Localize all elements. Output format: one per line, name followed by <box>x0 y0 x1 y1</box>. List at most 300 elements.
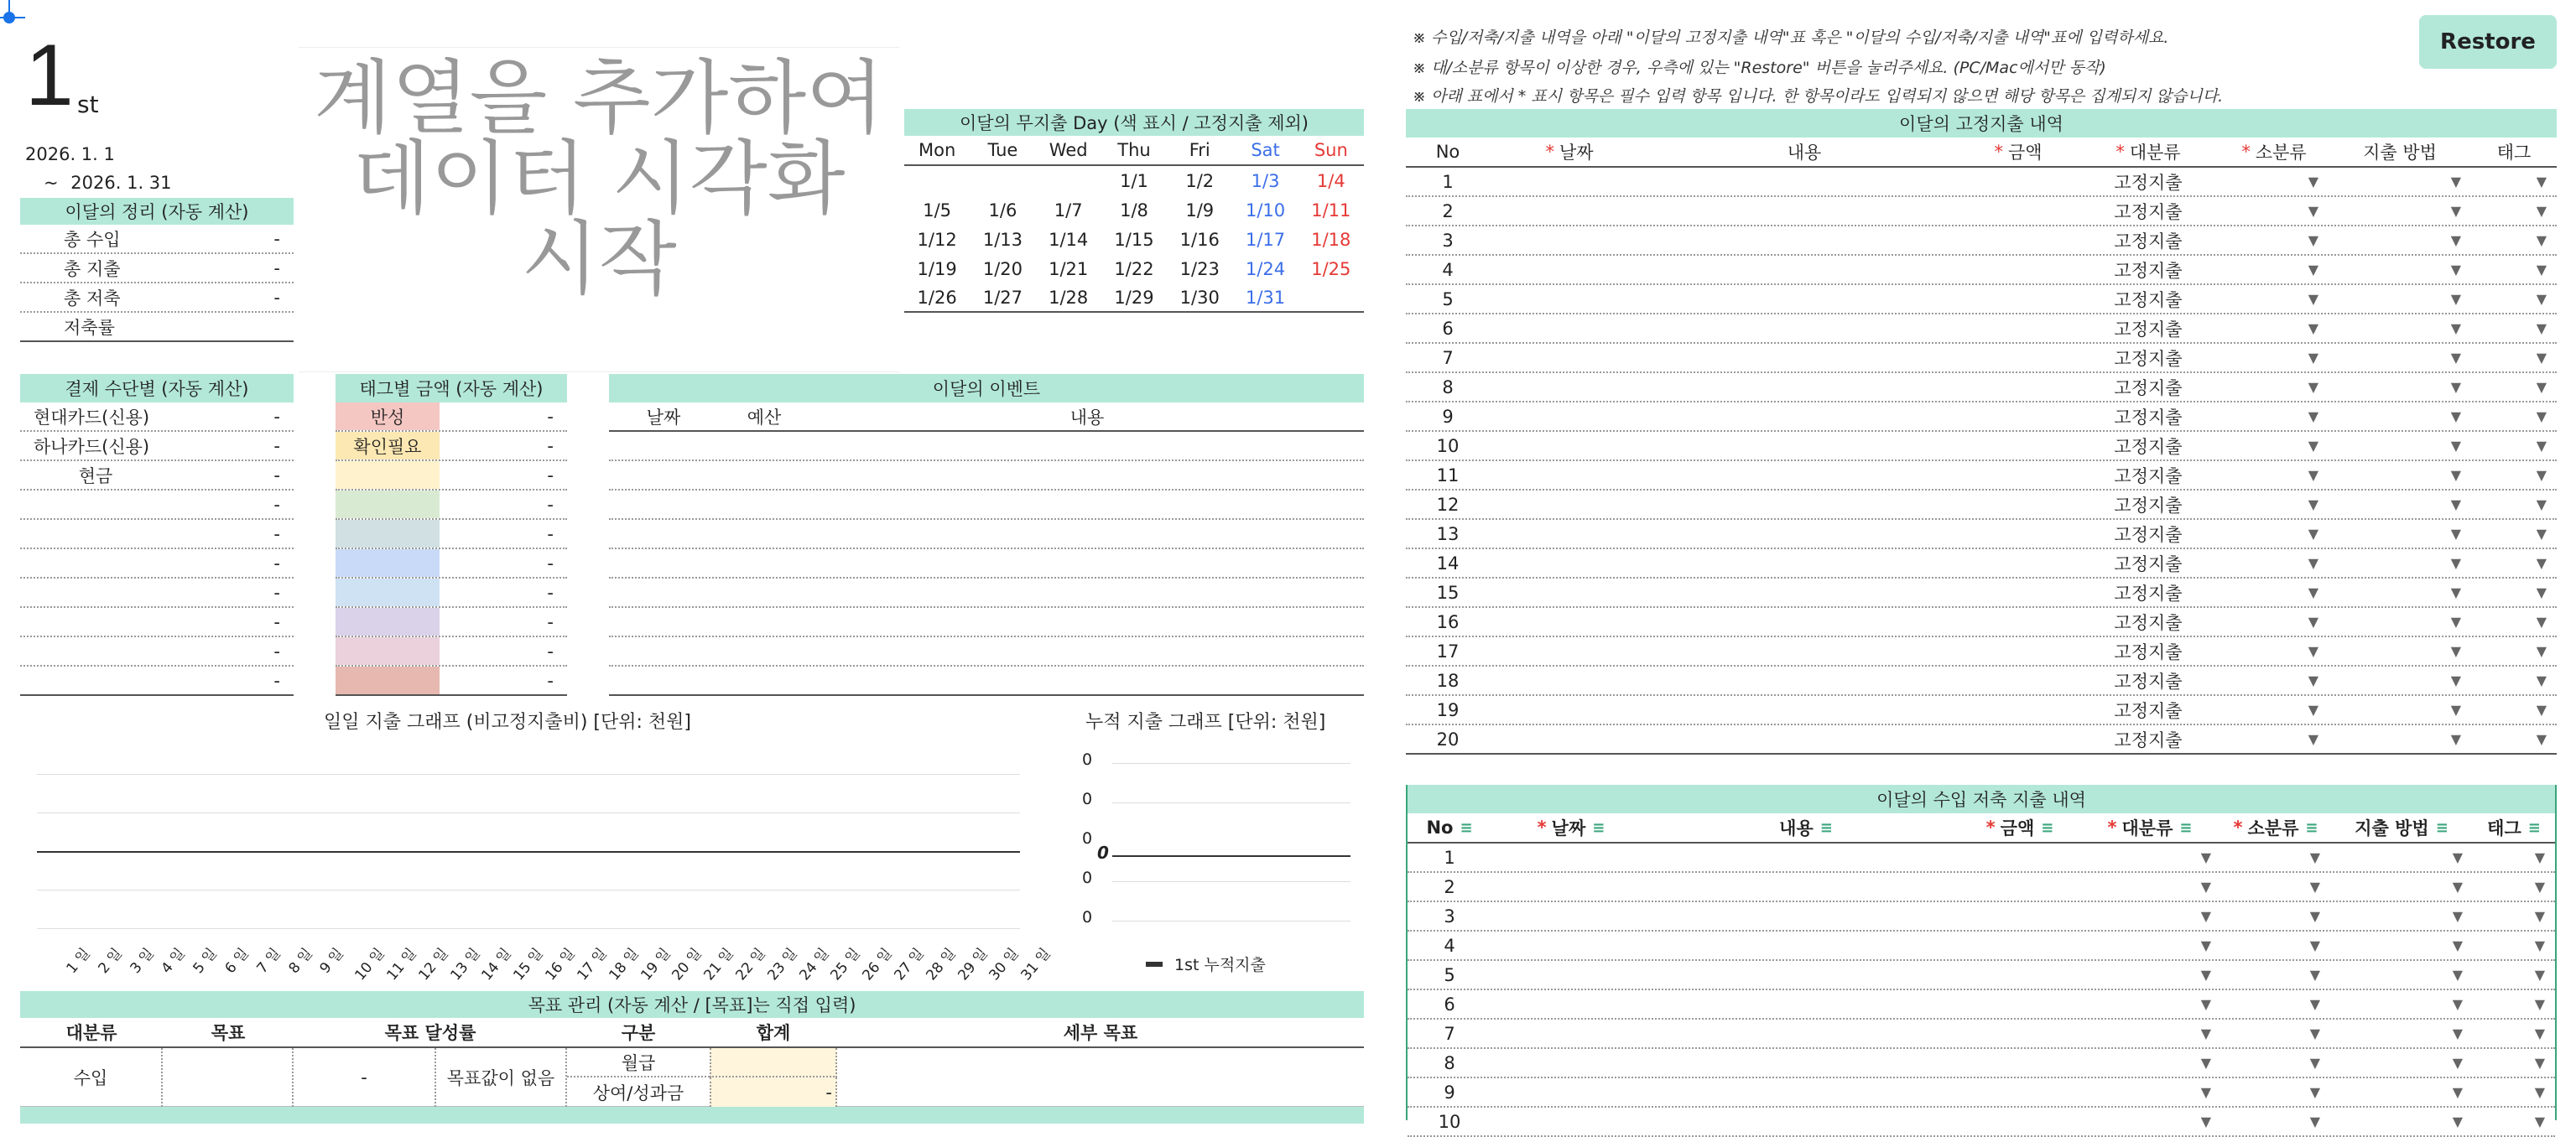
dropdown-arrow-icon[interactable]: ▼ <box>2536 262 2547 278</box>
dropdown-cell[interactable] <box>2079 967 2221 983</box>
dropdown-arrow-icon[interactable]: ▼ <box>2308 291 2318 307</box>
dropdown-cell[interactable] <box>2471 438 2557 454</box>
dropdown-arrow-icon[interactable]: ▼ <box>2450 496 2461 512</box>
day-label: 18 일 <box>606 945 643 984</box>
dropdown-arrow-icon[interactable]: ▼ <box>2200 849 2211 865</box>
dropdown-arrow-icon[interactable]: ▼ <box>2309 849 2320 865</box>
goals-no-goal: 목표값이 없음 <box>436 1048 567 1107</box>
dropdown-cell[interactable] <box>2471 702 2557 718</box>
dropdown-cell[interactable] <box>2473 996 2555 1012</box>
required-mark: * <box>2107 818 2117 838</box>
dropdown-cell[interactable] <box>2079 1025 2221 1041</box>
calendar-day[interactable]: 1/20 <box>982 258 1023 279</box>
dropdown-arrow-icon[interactable]: ▼ <box>2309 1114 2320 1129</box>
income-header-row <box>1408 813 2555 844</box>
dropdown-arrow-icon[interactable]: ▼ <box>2309 908 2320 924</box>
dropdown-arrow-icon[interactable]: ▼ <box>2308 408 2318 424</box>
dropdown-arrow-icon[interactable]: ▼ <box>2308 379 2318 395</box>
dropdown-cell[interactable] <box>2471 643 2557 659</box>
dropdown-cell[interactable] <box>2329 174 2471 190</box>
dropdown-cell[interactable] <box>2471 731 2557 747</box>
dropdown-cell[interactable] <box>2329 320 2471 336</box>
dropdown-arrow-icon[interactable]: ▼ <box>2452 849 2463 865</box>
dropdown-arrow-icon[interactable]: ▼ <box>2309 879 2320 895</box>
dropdown-cell[interactable] <box>2330 849 2473 865</box>
weekday-sat: Sat <box>1251 140 1280 160</box>
dropdown-cell[interactable] <box>2079 1084 2221 1100</box>
cum-chart[interactable] <box>1082 750 1350 943</box>
tag-label[interactable] <box>336 461 440 489</box>
dropdown-cell[interactable] <box>2471 320 2557 336</box>
fixed-row-no: 12 <box>1436 494 1460 515</box>
dropdown-arrow-icon[interactable]: ▼ <box>2534 967 2545 983</box>
dropdown-arrow-icon[interactable]: ▼ <box>2200 1055 2211 1071</box>
event-row[interactable] <box>609 608 1364 637</box>
dropdown-cell[interactable] <box>2221 937 2330 953</box>
dropdown-cell[interactable] <box>2471 291 2557 307</box>
dropdown-arrow-icon[interactable]: ▼ <box>2200 908 2211 924</box>
income-col-label: 소분류 <box>2247 818 2299 838</box>
daily-chart-title: 일일 지출 그래프 (비고정지출비) [단위: 천원] <box>324 712 691 733</box>
calendar-day[interactable]: 1/31 <box>1245 287 1286 308</box>
day-label: 14 일 <box>478 945 516 984</box>
dropdown-arrow-icon[interactable]: ▼ <box>2536 408 2547 424</box>
dropdown-arrow-icon[interactable]: ▼ <box>2200 1084 2211 1100</box>
dropdown-arrow-icon[interactable]: ▼ <box>2308 174 2318 190</box>
filter-icon[interactable]: ≡ <box>2305 818 2318 837</box>
dropdown-arrow-icon[interactable]: ▼ <box>2308 643 2318 659</box>
dropdown-cell[interactable] <box>2329 702 2471 718</box>
dropdown-cell[interactable] <box>2220 643 2329 659</box>
dropdown-cell[interactable] <box>2330 996 2473 1012</box>
dropdown-arrow-icon[interactable]: ▼ <box>2308 584 2318 600</box>
dropdown-arrow-icon[interactable]: ▼ <box>2450 467 2461 483</box>
dropdown-arrow-icon[interactable]: ▼ <box>2452 1025 2463 1041</box>
events-col-date: 날짜 <box>646 407 681 428</box>
calendar-day[interactable]: 1/8 <box>1120 200 1148 221</box>
dropdown-arrow-icon[interactable]: ▼ <box>2200 1114 2211 1129</box>
dropdown-arrow-icon[interactable]: ▼ <box>2452 879 2463 895</box>
calendar-day[interactable]: 1/6 <box>988 200 1017 221</box>
filter-icon[interactable]: ≡ <box>1592 818 1605 837</box>
calendar-day[interactable]: 1/19 <box>917 258 957 279</box>
dropdown-arrow-icon[interactable]: ▼ <box>2450 584 2461 600</box>
dropdown-arrow-icon[interactable]: ▼ <box>2450 408 2461 424</box>
dropdown-arrow-icon[interactable]: ▼ <box>2534 1055 2545 1071</box>
dropdown-arrow-icon[interactable]: ▼ <box>2200 937 2211 953</box>
calendar-day[interactable]: 1/17 <box>1245 229 1286 250</box>
dropdown-cell[interactable] <box>2471 203 2557 219</box>
day-label: 1 일 <box>63 945 94 978</box>
dropdown-cell[interactable] <box>2079 1114 2221 1129</box>
tag-label[interactable] <box>336 667 440 694</box>
calendar-day[interactable]: 1/29 <box>1114 287 1154 308</box>
weekday-sun: Sun <box>1314 140 1348 160</box>
calendar-day[interactable]: 1/16 <box>1179 229 1220 250</box>
fixed-row-no: 5 <box>1442 288 1454 309</box>
dropdown-cell[interactable] <box>2471 555 2557 571</box>
tag-label[interactable] <box>336 579 440 606</box>
dropdown-arrow-icon[interactable]: ▼ <box>2534 1114 2545 1129</box>
dropdown-cell[interactable] <box>2329 643 2471 659</box>
dropdown-arrow-icon[interactable]: ▼ <box>2450 174 2461 190</box>
dropdown-arrow-icon[interactable]: ▼ <box>2534 996 2545 1012</box>
calendar-day[interactable]: 1/26 <box>917 287 957 308</box>
dropdown-cell[interactable] <box>2079 996 2221 1012</box>
dropdown-cell[interactable] <box>2471 467 2557 483</box>
dropdown-arrow-icon[interactable]: ▼ <box>2309 1084 2320 1100</box>
dropdown-cell[interactable] <box>2221 879 2330 895</box>
calendar-day[interactable]: 1/18 <box>1311 229 1351 250</box>
income-col-label: 날짜 <box>1551 818 1586 838</box>
calendar-day[interactable]: 1/23 <box>1179 258 1220 279</box>
dropdown-arrow-icon[interactable]: ▼ <box>2536 174 2547 190</box>
dropdown-arrow-icon[interactable]: ▼ <box>2534 937 2545 953</box>
dropdown-cell[interactable] <box>2473 967 2555 983</box>
dropdown-cell[interactable] <box>2329 379 2471 395</box>
calendar-day[interactable]: 1/25 <box>1311 258 1351 279</box>
dropdown-cell[interactable] <box>2220 291 2329 307</box>
dropdown-cell[interactable] <box>2220 438 2329 454</box>
dropdown-arrow-icon[interactable]: ▼ <box>2450 262 2461 278</box>
dropdown-cell[interactable] <box>2220 408 2329 424</box>
dropdown-cell[interactable] <box>2079 908 2221 924</box>
dropdown-cell[interactable] <box>2220 731 2329 747</box>
income-col-header <box>1408 818 1491 838</box>
dropdown-cell[interactable] <box>2330 908 2473 924</box>
dropdown-cell[interactable] <box>2471 584 2557 600</box>
dropdown-arrow-icon[interactable]: ▼ <box>2536 584 2547 600</box>
dropdown-arrow-icon[interactable]: ▼ <box>2452 1084 2463 1100</box>
tag-label[interactable] <box>336 520 440 548</box>
dropdown-arrow-icon[interactable]: ▼ <box>2450 731 2461 747</box>
fixed-row <box>1406 344 2557 373</box>
calendar-day[interactable]: 1/21 <box>1049 258 1089 279</box>
calendar-day[interactable]: 1/13 <box>982 229 1023 250</box>
dropdown-cell[interactable] <box>2329 467 2471 483</box>
dropdown-arrow-icon[interactable]: ▼ <box>2309 1025 2320 1041</box>
dropdown-cell[interactable] <box>2329 262 2471 278</box>
filter-icon[interactable]: ≡ <box>1819 818 1833 837</box>
dropdown-cell[interactable] <box>2079 1055 2221 1071</box>
dropdown-arrow-icon[interactable]: ▼ <box>2536 438 2547 454</box>
day-label: 7 일 <box>253 945 284 978</box>
payment-row <box>20 491 294 520</box>
dropdown-cell[interactable] <box>2329 555 2471 571</box>
dropdown-cell[interactable] <box>2330 1084 2473 1100</box>
payment-row <box>20 432 294 461</box>
calendar-day[interactable]: 1/10 <box>1245 200 1286 221</box>
filter-icon[interactable]: ≡ <box>2435 818 2449 837</box>
dropdown-arrow-icon[interactable]: ▼ <box>2536 614 2547 630</box>
event-row[interactable] <box>609 432 1364 461</box>
dropdown-arrow-icon[interactable]: ▼ <box>2452 1055 2463 1071</box>
fixed-category-cell: 고정지출 <box>2114 641 2183 662</box>
dropdown-cell[interactable] <box>2221 1114 2330 1129</box>
dropdown-cell[interactable] <box>2330 967 2473 983</box>
dropdown-cell[interactable] <box>2329 350 2471 366</box>
dropdown-arrow-icon[interactable]: ▼ <box>2452 1114 2463 1129</box>
chart-placeholder-line3: 시작 <box>521 212 677 306</box>
dropdown-cell[interactable] <box>2330 879 2473 895</box>
dropdown-arrow-icon[interactable]: ▼ <box>2308 702 2318 718</box>
dropdown-cell[interactable] <box>2471 408 2557 424</box>
calendar-day[interactable]: 1/30 <box>1179 287 1220 308</box>
filter-icon[interactable]: ≡ <box>1460 818 1473 837</box>
dropdown-arrow-icon[interactable]: ▼ <box>2534 1025 2545 1041</box>
dropdown-arrow-icon[interactable]: ▼ <box>2308 555 2318 571</box>
dropdown-cell[interactable] <box>2220 174 2329 190</box>
dropdown-arrow-icon[interactable]: ▼ <box>2308 232 2318 248</box>
dropdown-arrow-icon[interactable]: ▼ <box>2308 614 2318 630</box>
dropdown-arrow-icon[interactable]: ▼ <box>2450 291 2461 307</box>
dropdown-cell[interactable] <box>2471 614 2557 630</box>
event-row[interactable] <box>609 667 1364 696</box>
fixed-row-no: 2 <box>1442 200 1454 221</box>
payment-label[interactable]: 현대카드(신용) <box>34 407 150 428</box>
calendar-day[interactable]: 1/5 <box>923 200 952 221</box>
dropdown-arrow-icon[interactable]: ▼ <box>2450 555 2461 571</box>
dropdown-cell[interactable] <box>2471 262 2557 278</box>
dropdown-cell[interactable] <box>2330 1055 2473 1071</box>
dropdown-cell[interactable] <box>2079 849 2221 865</box>
cum-legend-label: 1st 누적지출 <box>1174 956 1266 974</box>
chart-placeholder[interactable] <box>299 47 899 372</box>
payment-label[interactable]: 하나카드(신용) <box>34 436 150 457</box>
dropdown-cell[interactable] <box>2220 702 2329 718</box>
dropdown-arrow-icon[interactable]: ▼ <box>2308 731 2318 747</box>
dropdown-arrow-icon[interactable]: ▼ <box>2450 702 2461 718</box>
dropdown-arrow-icon[interactable]: ▼ <box>2536 232 2547 248</box>
dropdown-cell[interactable] <box>2471 350 2557 366</box>
dropdown-arrow-icon[interactable]: ▼ <box>2200 879 2211 895</box>
income-row <box>1408 1078 2555 1108</box>
dropdown-arrow-icon[interactable]: ▼ <box>2534 849 2545 865</box>
filter-icon[interactable]: ≡ <box>2041 818 2054 837</box>
dropdown-cell[interactable] <box>2220 584 2329 600</box>
dropdown-cell[interactable] <box>2220 379 2329 395</box>
dropdown-arrow-icon[interactable]: ▼ <box>2452 937 2463 953</box>
calendar-day[interactable]: 1/3 <box>1251 170 1280 191</box>
dropdown-cell[interactable] <box>2221 1055 2330 1071</box>
dropdown-cell[interactable] <box>2471 672 2557 688</box>
fixed-row <box>1406 226 2557 256</box>
filter-icon[interactable]: ≡ <box>2179 818 2193 837</box>
dropdown-cell[interactable] <box>2473 849 2555 865</box>
dropdown-arrow-icon[interactable]: ▼ <box>2308 350 2318 366</box>
dropdown-cell[interactable] <box>2220 232 2329 248</box>
dropdown-arrow-icon[interactable]: ▼ <box>2450 438 2461 454</box>
dropdown-arrow-icon[interactable]: ▼ <box>2308 526 2318 542</box>
tag-label[interactable] <box>336 637 440 665</box>
dropdown-arrow-icon[interactable]: ▼ <box>2450 203 2461 219</box>
event-row[interactable] <box>609 520 1364 549</box>
calendar-day[interactable]: 1/1 <box>1120 170 1148 191</box>
event-row[interactable] <box>609 637 1364 667</box>
dropdown-arrow-icon[interactable]: ▼ <box>2308 438 2318 454</box>
dropdown-arrow-icon[interactable]: ▼ <box>2536 379 2547 395</box>
dropdown-cell[interactable] <box>2220 467 2329 483</box>
goals-goal-input[interactable] <box>163 1048 294 1107</box>
calendar-day[interactable]: 1/15 <box>1114 229 1154 250</box>
day-label: 16 일 <box>542 945 579 984</box>
dropdown-cell[interactable] <box>2330 937 2473 953</box>
calendar-day[interactable]: 1/7 <box>1054 200 1083 221</box>
dropdown-arrow-icon[interactable]: ▼ <box>2450 526 2461 542</box>
dropdown-arrow-icon[interactable]: ▼ <box>2536 320 2547 336</box>
dropdown-cell[interactable] <box>2473 1025 2555 1041</box>
dropdown-cell[interactable] <box>2079 937 2221 953</box>
dropdown-cell[interactable] <box>2220 320 2329 336</box>
fixed-row-no: 8 <box>1442 376 1454 397</box>
dropdown-arrow-icon[interactable]: ▼ <box>2536 467 2547 483</box>
fixed-row-no: 10 <box>1436 435 1460 456</box>
dropdown-cell[interactable] <box>2221 1025 2330 1041</box>
dropdown-cell[interactable] <box>2329 438 2471 454</box>
dropdown-arrow-icon[interactable]: ▼ <box>2536 203 2547 219</box>
calendar-week-row <box>904 283 1364 313</box>
dropdown-arrow-icon[interactable]: ▼ <box>2308 672 2318 688</box>
tag-label[interactable]: 반성 <box>336 402 440 430</box>
event-row[interactable] <box>609 549 1364 579</box>
dropdown-arrow-icon[interactable]: ▼ <box>2536 496 2547 512</box>
dropdown-cell[interactable] <box>2079 879 2221 895</box>
payment-row <box>20 402 294 432</box>
dropdown-arrow-icon[interactable]: ▼ <box>2536 555 2547 571</box>
dropdown-arrow-icon[interactable]: ▼ <box>2450 614 2461 630</box>
dropdown-arrow-icon[interactable]: ▼ <box>2450 350 2461 366</box>
dropdown-cell[interactable] <box>2329 232 2471 248</box>
income-col-label: 내용 <box>1779 818 1814 838</box>
tag-label[interactable] <box>336 491 440 518</box>
dropdown-arrow-icon[interactable]: ▼ <box>2308 320 2318 336</box>
dropdown-cell[interactable] <box>2473 908 2555 924</box>
payment-row <box>20 461 294 491</box>
dropdown-arrow-icon[interactable]: ▼ <box>2309 937 2320 953</box>
dropdown-arrow-icon[interactable]: ▼ <box>2309 967 2320 983</box>
dropdown-arrow-icon[interactable]: ▼ <box>2450 672 2461 688</box>
dropdown-cell[interactable] <box>2329 731 2471 747</box>
dropdown-cell[interactable] <box>2221 967 2330 983</box>
calendar-day[interactable]: 1/28 <box>1049 287 1089 308</box>
dropdown-arrow-icon[interactable]: ▼ <box>2536 350 2547 366</box>
dropdown-arrow-icon[interactable]: ▼ <box>2200 996 2211 1012</box>
calendar-day[interactable]: 1/4 <box>1316 170 1345 191</box>
dropdown-cell[interactable] <box>2220 262 2329 278</box>
dropdown-cell[interactable] <box>2329 408 2471 424</box>
dropdown-cell[interactable] <box>2221 908 2330 924</box>
dropdown-cell[interactable] <box>2471 232 2557 248</box>
dropdown-arrow-icon[interactable]: ▼ <box>2308 467 2318 483</box>
dropdown-cell[interactable] <box>2471 379 2557 395</box>
dropdown-cell[interactable] <box>2329 291 2471 307</box>
calendar-day[interactable]: 1/14 <box>1049 229 1089 250</box>
event-row[interactable] <box>609 579 1364 608</box>
dropdown-arrow-icon[interactable]: ▼ <box>2309 1055 2320 1071</box>
dropdown-arrow-icon[interactable]: ▼ <box>2308 203 2318 219</box>
dropdown-arrow-icon[interactable]: ▼ <box>2534 1084 2545 1100</box>
dropdown-arrow-icon[interactable]: ▼ <box>2200 1025 2211 1041</box>
tag-label[interactable] <box>336 549 440 577</box>
dropdown-arrow-icon[interactable]: ▼ <box>2536 672 2547 688</box>
dropdown-arrow-icon[interactable]: ▼ <box>2450 232 2461 248</box>
dropdown-arrow-icon[interactable]: ▼ <box>2534 908 2545 924</box>
restore-button[interactable]: Restore <box>2419 15 2557 69</box>
dropdown-cell[interactable] <box>2220 555 2329 571</box>
dropdown-cell[interactable] <box>2473 1114 2555 1129</box>
dropdown-arrow-icon[interactable]: ▼ <box>2450 320 2461 336</box>
dropdown-arrow-icon[interactable]: ▼ <box>2536 731 2547 747</box>
dropdown-cell[interactable] <box>2473 937 2555 953</box>
dropdown-cell[interactable] <box>2471 526 2557 542</box>
dropdown-arrow-icon[interactable]: ▼ <box>2308 262 2318 278</box>
dropdown-cell[interactable] <box>2329 526 2471 542</box>
dropdown-cell[interactable] <box>2221 849 2330 865</box>
dropdown-cell[interactable] <box>2473 879 2555 895</box>
calendar-day[interactable]: 1/2 <box>1185 170 1215 191</box>
dropdown-cell[interactable] <box>2221 996 2330 1012</box>
dropdown-cell[interactable] <box>2220 350 2329 366</box>
event-row[interactable] <box>609 491 1364 520</box>
dropdown-cell[interactable] <box>2330 1025 2473 1041</box>
dropdown-arrow-icon[interactable]: ▼ <box>2536 702 2547 718</box>
calendar-day[interactable]: 1/24 <box>1245 258 1286 279</box>
dropdown-cell[interactable] <box>2329 496 2471 512</box>
tag-label[interactable] <box>336 608 440 636</box>
dropdown-cell[interactable] <box>2220 203 2329 219</box>
calendar-day[interactable]: 1/9 <box>1185 200 1215 221</box>
dropdown-cell[interactable] <box>2471 496 2557 512</box>
dropdown-arrow-icon[interactable]: ▼ <box>2452 967 2463 983</box>
dropdown-cell[interactable] <box>2329 614 2471 630</box>
fixed-col-header <box>1649 139 1959 164</box>
dropdown-cell[interactable] <box>2220 496 2329 512</box>
dropdown-cell[interactable] <box>2220 526 2329 542</box>
calendar-day[interactable]: 1/27 <box>982 287 1023 308</box>
dropdown-cell[interactable] <box>2220 614 2329 630</box>
dropdown-arrow-icon[interactable]: ▼ <box>2534 879 2545 895</box>
dropdown-cell[interactable] <box>2329 584 2471 600</box>
dropdown-cell[interactable] <box>2473 1084 2555 1100</box>
dropdown-cell[interactable] <box>2329 672 2471 688</box>
dropdown-cell[interactable] <box>2220 672 2329 688</box>
dropdown-cell[interactable] <box>2329 203 2471 219</box>
dropdown-arrow-icon[interactable]: ▼ <box>2452 996 2463 1012</box>
filter-icon[interactable]: ≡ <box>2527 818 2541 837</box>
event-row[interactable] <box>609 461 1364 491</box>
dropdown-arrow-icon[interactable]: ▼ <box>2536 291 2547 307</box>
daily-chart[interactable] <box>37 750 1020 935</box>
date-to-prefix: ~ <box>44 173 59 193</box>
dropdown-cell[interactable] <box>2221 1084 2330 1100</box>
dropdown-arrow-icon[interactable]: ▼ <box>2452 908 2463 924</box>
calendar-day[interactable]: 1/12 <box>917 229 957 250</box>
dropdown-arrow-icon[interactable]: ▼ <box>2308 496 2318 512</box>
dropdown-arrow-icon[interactable]: ▼ <box>2309 996 2320 1012</box>
tag-label[interactable]: 확인필요 <box>336 432 440 459</box>
dropdown-cell[interactable] <box>2330 1114 2473 1129</box>
dropdown-arrow-icon[interactable]: ▼ <box>2536 526 2547 542</box>
dropdown-arrow-icon[interactable]: ▼ <box>2450 643 2461 659</box>
calendar-day[interactable]: 1/11 <box>1311 200 1351 221</box>
calendar-day[interactable]: 1/22 <box>1114 258 1154 279</box>
dropdown-arrow-icon[interactable]: ▼ <box>2200 967 2211 983</box>
payment-label[interactable]: 현금 <box>78 465 113 486</box>
dropdown-cell[interactable] <box>2471 174 2557 190</box>
dropdown-arrow-icon[interactable]: ▼ <box>2450 379 2461 395</box>
dropdown-cell[interactable] <box>2473 1055 2555 1071</box>
dropdown-arrow-icon[interactable]: ▼ <box>2536 643 2547 659</box>
